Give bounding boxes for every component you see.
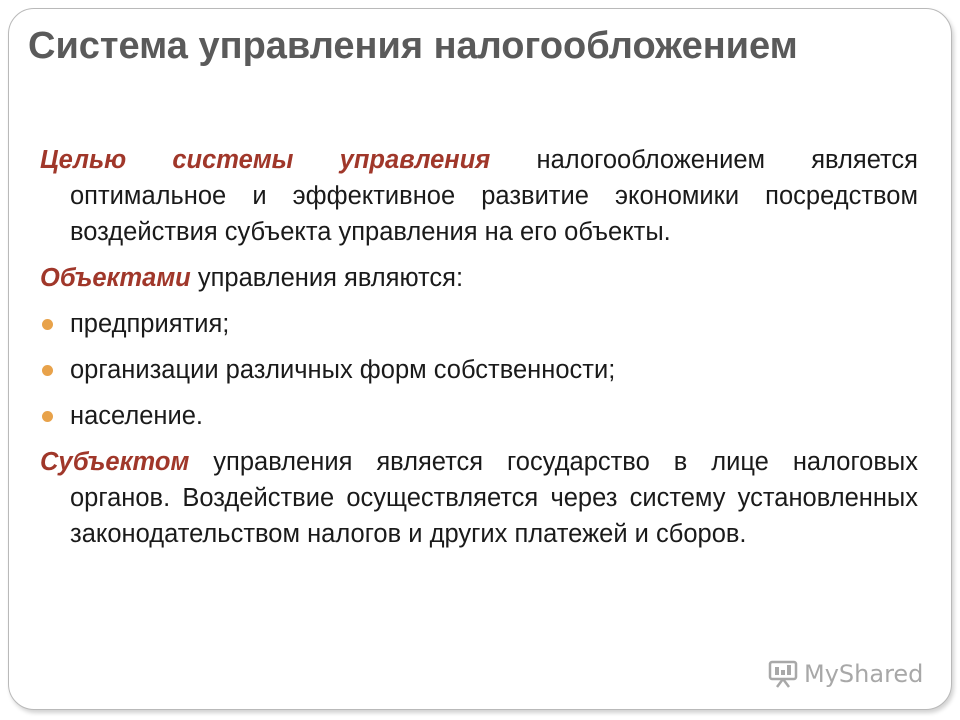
subject-emphasis: Субъектом [40, 448, 190, 476]
objects-list [40, 306, 918, 434]
watermark [768, 658, 923, 690]
goal-text: налогообложением является оптимальное и эффективное развитие экономики посредством воздействия субъекта управления на его объекты. [70, 146, 918, 246]
bullet-dot-icon [42, 411, 53, 422]
objects-text: управления являются: [190, 264, 464, 292]
subject-text: управления является государство в лице налоговых органов. Воздействие осуществляется через систему установленных законодательством налогов и других платежей и сборов. [70, 448, 918, 548]
list-item: организации различных форм собственности; [40, 352, 918, 388]
list-item: население. [40, 398, 918, 434]
bullet-dot-icon [42, 365, 53, 376]
slide-body [40, 142, 918, 562]
presentation-board-icon [768, 660, 798, 688]
objects-emphasis: Объектами [40, 264, 191, 292]
watermark-text: MyShared [804, 660, 924, 688]
goal-paragraph [40, 142, 918, 250]
slide-title: Система управления налогообложением [28, 25, 798, 67]
objects-paragraph [40, 260, 918, 296]
bullet-dot-icon [42, 319, 53, 330]
subject-paragraph [40, 444, 918, 552]
list-item: предприятия; [40, 306, 918, 342]
goal-emphasis: Целью системы управления [40, 146, 491, 174]
